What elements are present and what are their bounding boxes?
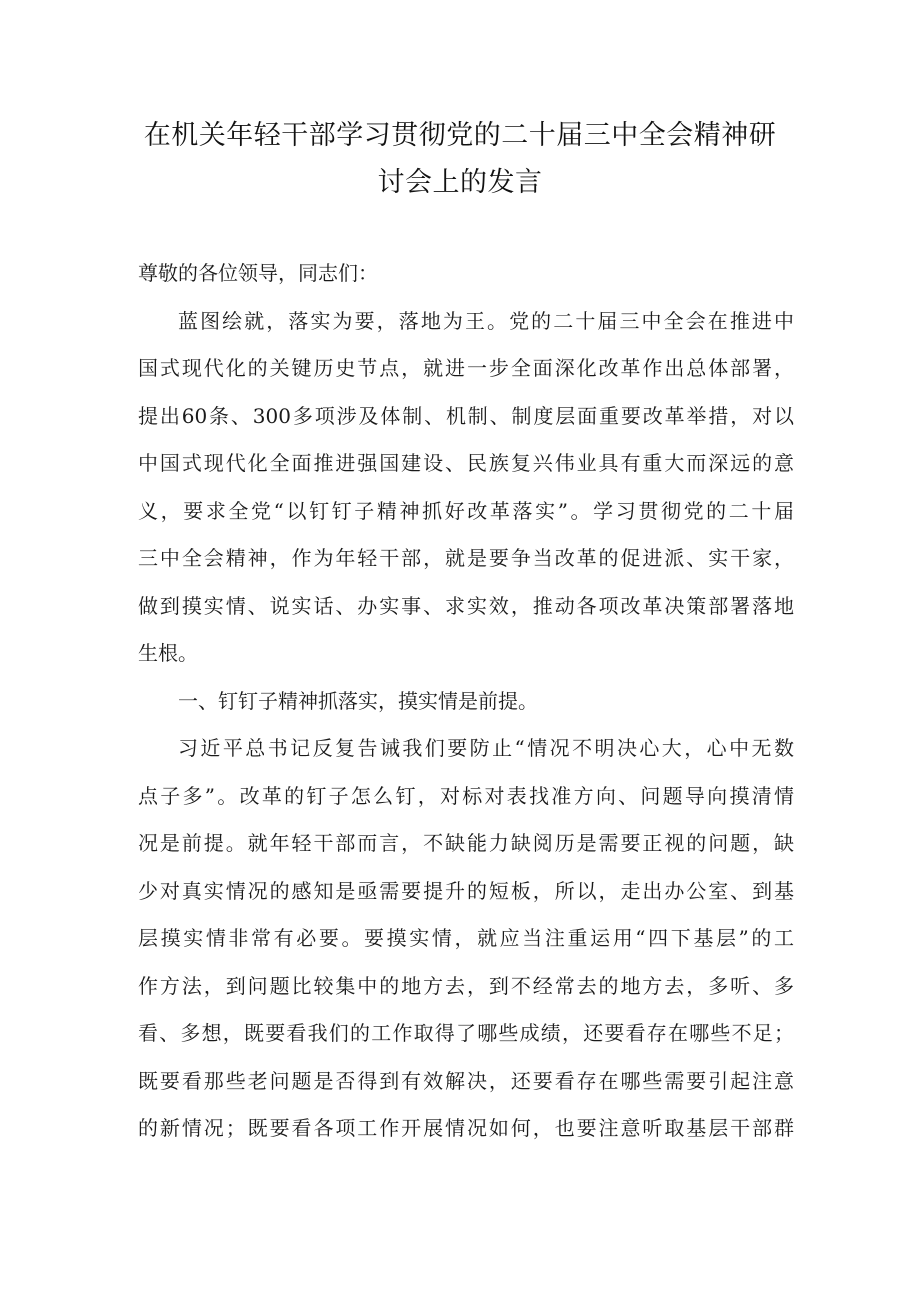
salutation: 尊敬的各位领导，同志们： — [138, 261, 378, 285]
document-body — [138, 250, 794, 1153]
paragraph-line: 中国式现代化全面推进强国建设、民族复兴伟业具有重大而深远的意 — [138, 451, 794, 475]
title-line-1: 在机关年轻干部学习贯彻党的二十届三中全会精神研 — [143, 120, 777, 151]
paragraph-2 — [138, 725, 794, 1153]
section-heading-1 — [138, 678, 794, 726]
paragraph-line: 生根。 — [138, 641, 198, 665]
paragraph-line: 况是前提。就年轻干部而言，不缺能力缺阅历是需要正视的问题，缺 — [138, 831, 794, 855]
title-line-2: 讨会上的发言 — [377, 167, 543, 198]
paragraph-line: 的新情况；既要看各项工作开展情况如何，也要注意听取基层干部群 — [138, 1116, 794, 1140]
paragraph-line: 层摸实情非常有必要。要摸实情，就应当注重运用“四下基层”的工 — [138, 926, 794, 950]
paragraph-line: 习近平总书记反复告诫我们要防止“情况不明决心大，心中无数 — [178, 736, 794, 760]
paragraph-line: 做到摸实情、说实话、办实事、求实效，推动各项改革决策部署落地 — [138, 593, 794, 618]
paragraph-1 — [138, 298, 794, 678]
paragraph-line: 国式现代化的关键历史节点，就进一步全面深化改革作出总体部署， — [138, 356, 794, 380]
paragraph-line: 少对真实情况的感知是亟需要提升的短板，所以，走出办公室、到基 — [138, 878, 794, 903]
paragraph-line: 既要看那些老问题是否得到有效解决，还要看存在哪些需要引起注意 — [138, 1068, 794, 1093]
paragraph-line: 作方法，到问题比较集中的地方去，到不经常去的地方去，多听、多 — [138, 973, 794, 998]
document-title — [140, 112, 780, 206]
paragraph-line: 蓝图绘就，落实为要，落地为王。党的二十届三中全会在推进中 — [178, 308, 794, 333]
paragraph-line: 义，要求全党“以钉钉子精神抓好改革落实”。学习贯彻党的二十届 — [138, 498, 794, 523]
paragraph-line: 三中全会精神，作为年轻干部，就是要争当改革的促进派、实干家， — [138, 546, 794, 570]
paragraph-line: 点子多”。改革的钉子怎么钉，对标对表找准方向、问题导向摸清情 — [138, 783, 794, 808]
section-heading-text: 一、钉钉子精神抓落实，摸实情是前提。 — [178, 688, 538, 713]
paragraph-line: 提出60条、300多项涉及体制、机制、制度层面重要改革举措，对以 — [138, 403, 794, 428]
paragraph-line: 看、多想，既要看我们的工作取得了哪些成绩，还要看存在哪些不足； — [138, 1021, 794, 1045]
